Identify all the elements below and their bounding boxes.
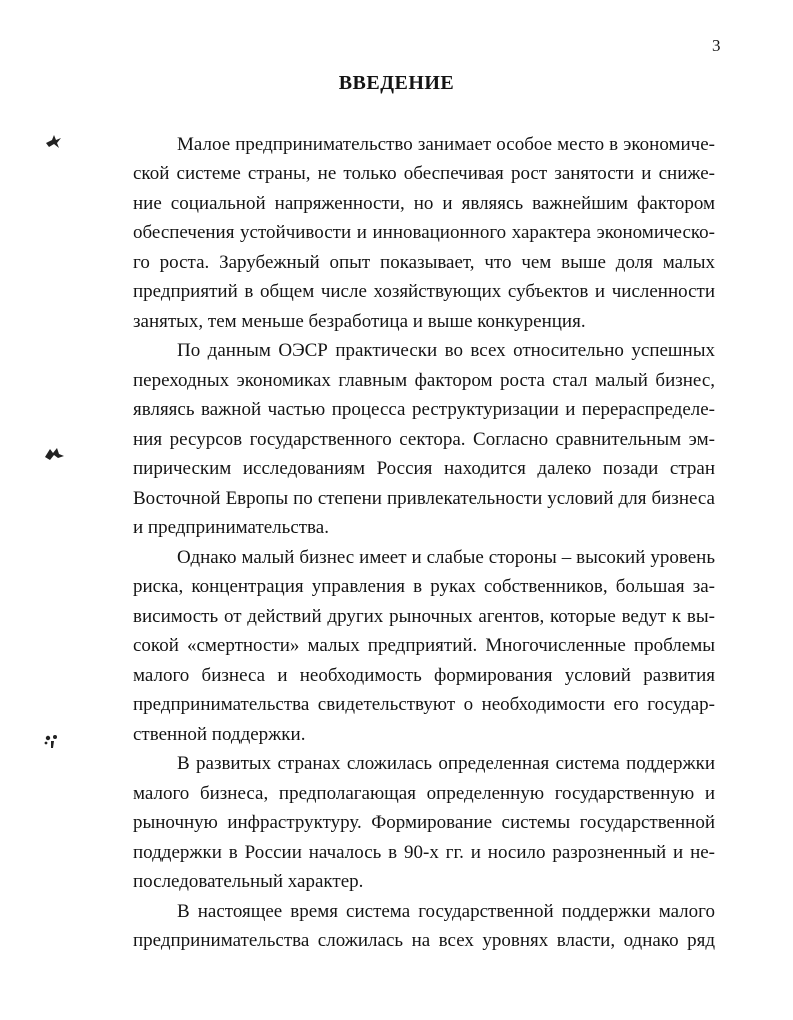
paragraph-line: В развитых странах сложилась определенная система поддержки (177, 753, 715, 774)
paragraph-line: Восточной Европы по степени привлекательности условий для бизнеса (133, 488, 715, 509)
paragraph-line: го роста. Зарубежный опыт показывает, что чем выше доля малых (133, 252, 715, 273)
paragraph-line: занятых, тем меньше безработица и выше конкуренция. (133, 311, 586, 332)
paragraph-line: ственной поддержки. (133, 724, 306, 745)
paragraph-line: риска, концентрация управления в руках собственников, большая за- (133, 576, 715, 597)
paragraph-line: поддержки в России началось в 90-х гг. и носило разрозненный и не- (133, 842, 715, 863)
paragraph-line: предпринимательства свидетельствуют о необходимости его государ- (133, 694, 715, 715)
paragraph-line: переходных экономиках главным фактором роста стал малый бизнес, (133, 370, 715, 391)
paragraph-line: и предпринимательства. (133, 517, 329, 538)
paragraph-line: Однако малый бизнес имеет и слабые стороны – высокий уровень (177, 547, 715, 568)
paragraph-line: предпринимательства сложилась на всех уровнях власти, однако ряд (133, 930, 715, 951)
paragraph-line: пирическим исследованиям Россия находится далеко позади стран (133, 458, 715, 479)
paragraph-line: В настоящее время система государственной поддержки малого (177, 901, 715, 922)
paragraph-line: предприятий в общем числе хозяйствующих субъектов и численности (133, 281, 715, 302)
paragraph-line: сокой «смертности» малых предприятий. Многочисленные проблемы (133, 635, 715, 656)
page-number: 3 (712, 36, 721, 55)
paragraph-line: малого бизнеса и необходимость формирования условий развития (133, 665, 715, 686)
paragraph-line: обеспечения устойчивости и инновационного характера экономическо- (133, 222, 715, 243)
paragraph-line: Малое предпринимательство занимает особое место в экономиче- (177, 134, 715, 155)
scan-mark-3 (42, 732, 62, 750)
paragraph-line: По данным ОЭСР практически во всех относительно успешных (177, 340, 715, 361)
paragraph-line: являясь важной частью процесса реструктуризации и перераспределе- (133, 399, 715, 420)
paragraph-line: малого бизнеса, предполагающая определенную государственную и (133, 783, 715, 804)
paragraph-line: ние социальной напряженности, но и являясь важнейшим фактором (133, 193, 715, 214)
scan-mark-1 (44, 134, 64, 150)
scan-mark-2 (44, 446, 66, 462)
page-title: ВВЕДЕНИЕ (338, 72, 455, 94)
paragraph-line: висимость от действий других рыночных агентов, которые ведут к вы- (133, 606, 715, 627)
paragraph-line: рыночную инфраструктуру. Формирование системы государственной (133, 812, 715, 833)
paragraph-line: ской системе страны, не только обеспечивая рост занятости и сниже- (133, 163, 715, 184)
paragraph-line: последовательный характер. (133, 871, 364, 892)
paragraph-line: ния ресурсов государственного сектора. Согласно сравнительным эм- (133, 429, 715, 450)
